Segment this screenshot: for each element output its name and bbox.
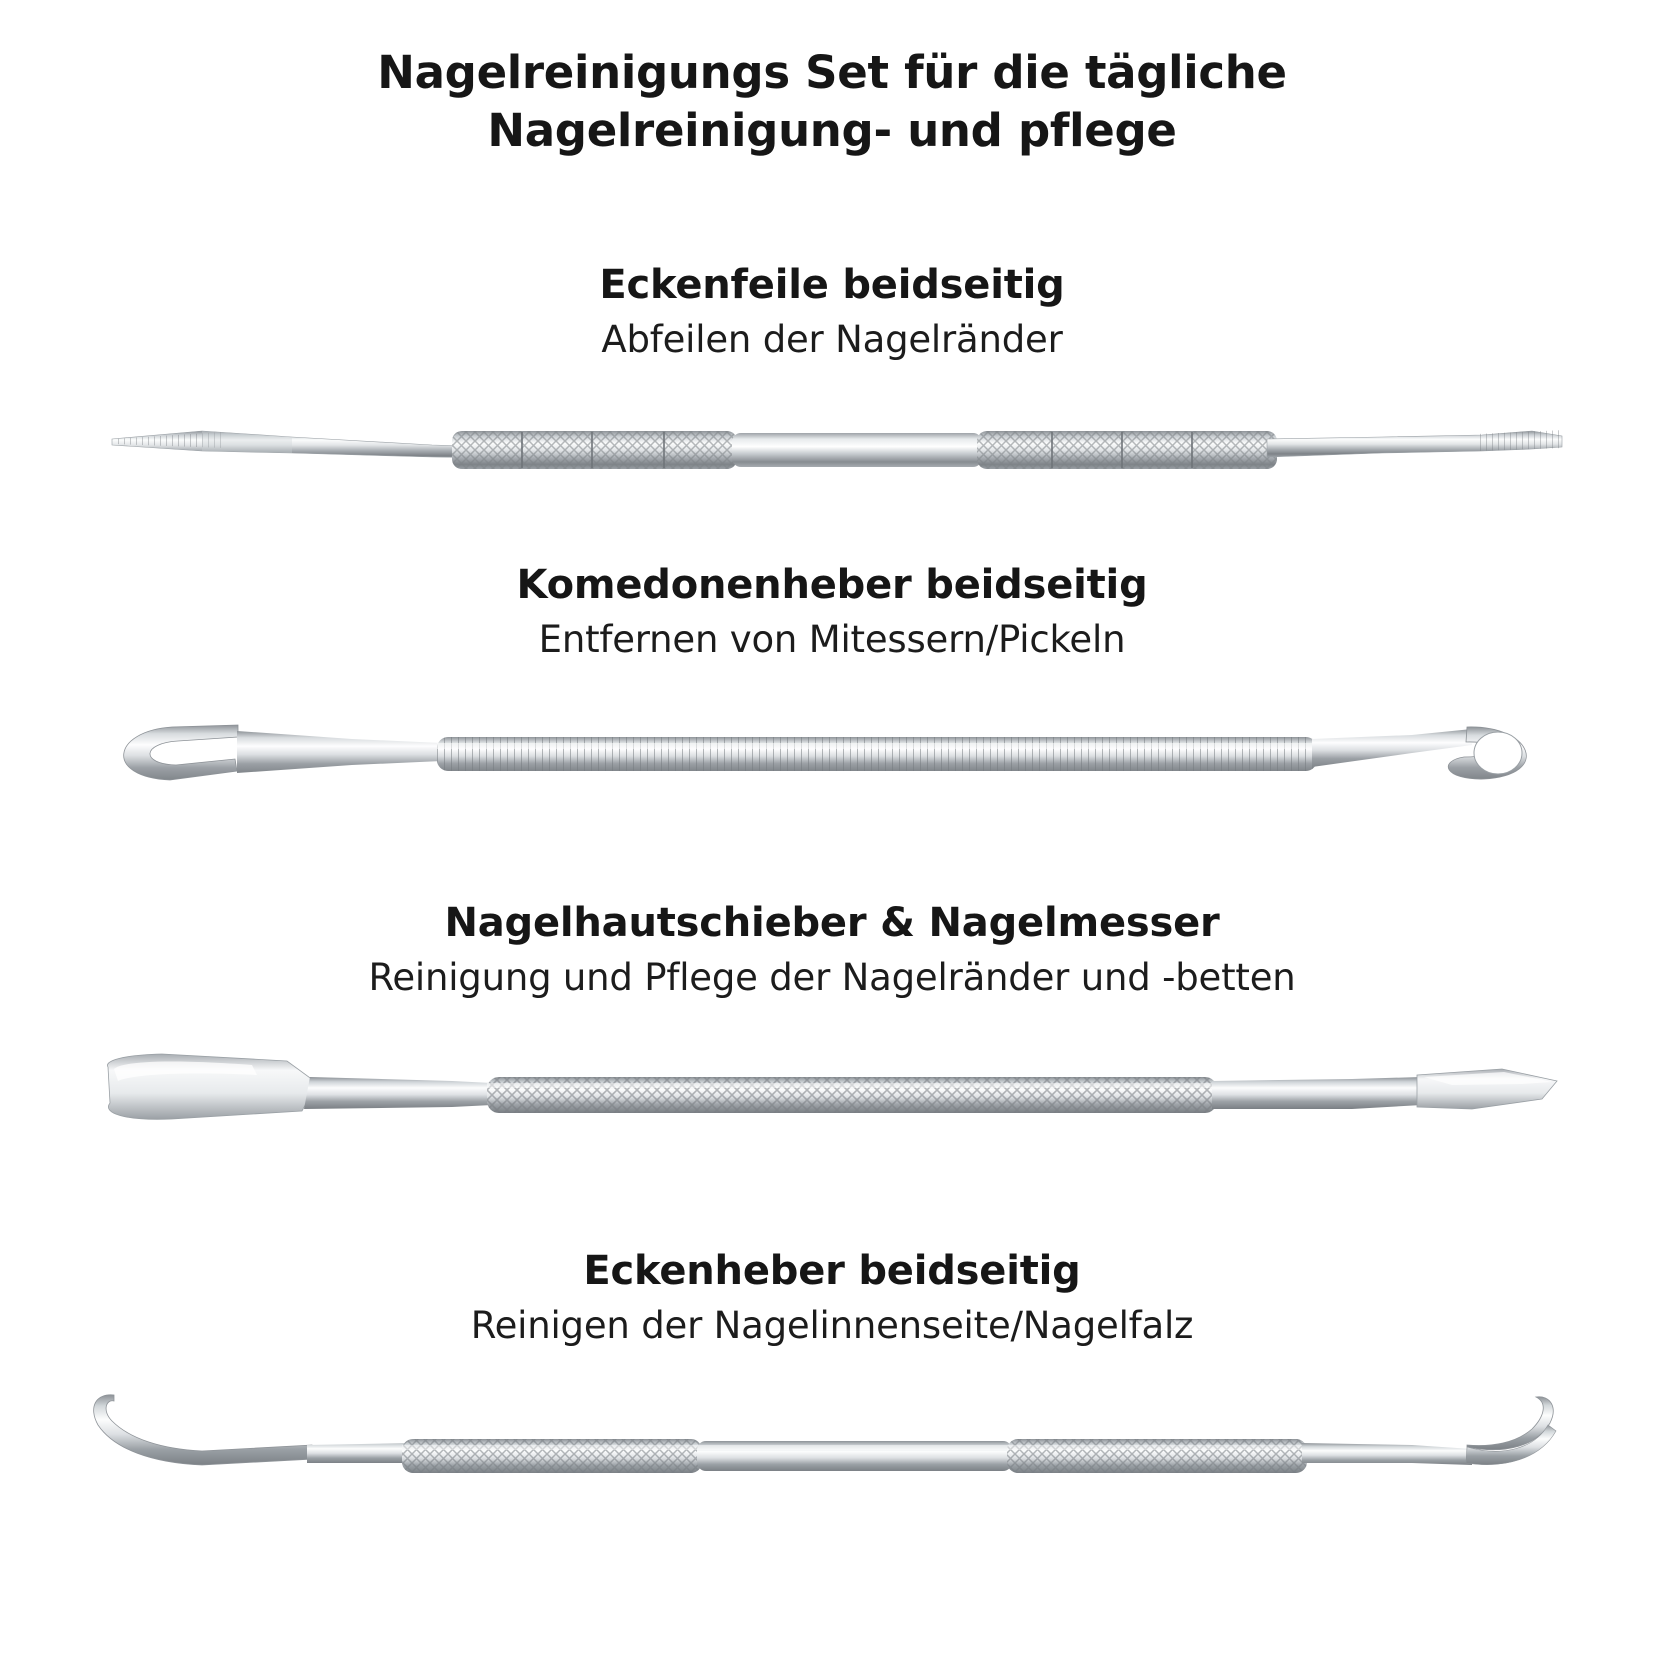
section-subtitle: Entfernen von Mitessern/Pickeln	[538, 618, 1126, 661]
page-title	[0, 0, 1664, 159]
section-corner-file	[0, 262, 1664, 517]
section-subtitle: Reinigen der Nagelinnenseite/Nagelfalz	[470, 1304, 1194, 1347]
section-comedone-extractor	[0, 562, 1664, 817]
section-subtitle: Reinigung und Pflege der Nagelränder und -betten	[368, 956, 1296, 999]
section-corner-lifter	[0, 1248, 1664, 1523]
tool-image-corner-lifter	[0, 1373, 1664, 1523]
page-title-line-2: Nagelreinigung- und pflege	[487, 103, 1177, 157]
tool-image-cuticle-pusher	[0, 1025, 1664, 1165]
section-title: Komedonenheber beidseitig	[516, 562, 1148, 608]
section-title: Eckenfeile beidseitig	[599, 262, 1065, 308]
section-cuticle-pusher	[0, 900, 1664, 1165]
section-title: Eckenheber beidseitig	[583, 1248, 1081, 1294]
section-title: Nagelhautschieber & Nagelmesser	[444, 900, 1220, 946]
section-subtitle: Abfeilen der Nagelränder	[601, 318, 1063, 361]
page-title-line-1: Nagelreinigungs Set für die tägliche	[377, 46, 1287, 99]
tool-image-corner-file	[0, 387, 1664, 517]
tool-image-comedone-extractor	[0, 687, 1664, 817]
